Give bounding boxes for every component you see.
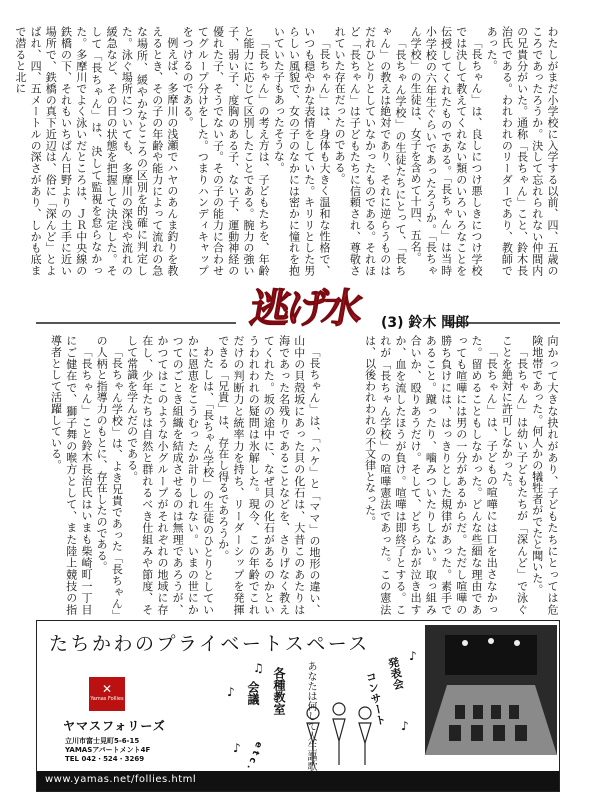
article-paragraph: わたしがまだ小学校に入学する以前、四、五歳のころであったろうか。決して忘れられない仲間内の兄貴分がいた。通称「長ちゃん」こと、鈴木長治氏である。われわれのリーダーであり、教師であった。 — [485, 26, 559, 276]
ad-url-bar — [37, 771, 559, 791]
ad-logo-mark: ✕ — [101, 682, 113, 696]
title-band — [36, 278, 560, 334]
article-paragraph: 向かって大きな抉れがあり、子どもたちにとっては危険地帯であった。何人かの犠牲者がでたと聞いた。 — [530, 335, 559, 615]
article-paragraph: 「長ちゃん」は幼い子どもたちが「深んど」で泳ぐことを絶対に許可しなかった。 — [500, 335, 529, 615]
ad-logo — [89, 677, 125, 711]
article-paragraph: 「長ちゃん」の考え方は、子どもたちを、年齢と能力に応じて区別したことである。腕力の強い子、弱い子、度胸のある子、ない子、運動神経の優れた子、そうでない子。その子の能力に合わせてグループ分けをした。つまりハンディキャップをつけるのである。 — [181, 26, 271, 276]
article-paragraph: 「長ちゃん学校」は、よき兄貴であった「長ちゃん」の人柄と指導力のもとに、存在したのである。 — [95, 335, 124, 615]
article-column-bottom-left — [36, 335, 322, 615]
author-line: (3) 鈴木 聞郎 — [381, 315, 470, 331]
article-paragraph: 「長ちゃん」は、身体も大きく温和な性格で、いつも穏やかな表情をしていた。キリリとした男らしい風貌で、女の子のなかには密かに憧れを抱いていた子もあったそうな。 — [272, 26, 331, 276]
ad-company-name: ヤマスフォリーズ — [63, 719, 166, 733]
article-paragraph: わたしは、「長ちゃん学校」の生徒のひとりとしていかに恩恵をこうむったか計りしれない。いまの世にかつてのごとき組織を結成させるのは無理であろうが、かつてはこのような小グループがそれぞれの地域に存在し、少年たちは自然と群れるべき仕組みや節度、そして常識を学んだのである。 — [125, 335, 215, 615]
ad-logo-label: Yamas Follies — [90, 696, 124, 702]
title-logo — [246, 278, 376, 334]
article-column-top — [13, 26, 560, 276]
ad-url-link[interactable]: www.yamas.net/follies.html — [45, 774, 197, 785]
music-note-icon: ♪ — [227, 685, 235, 699]
ad-photo — [425, 625, 557, 755]
music-note-icon: ♪ — [409, 649, 417, 663]
article-column-bottom-right — [326, 335, 560, 615]
ad-menu-item: 会議 — [246, 681, 260, 705]
article-paragraph: 「長ちゃん」は、良しにつけ悪しきにつけ学校では決して教えてくれない類のいろいろなことを伝授してくれたものである。「長ちゃん」は当時小学校の六年生ぐらいであったろうか。「長ちゃん学校」の生徒は、女子を含めて十四、五名。 — [409, 26, 483, 276]
advertisement — [36, 620, 560, 792]
ad-phone: TEL 042・524・3269 — [65, 755, 145, 763]
singers-illustration — [299, 683, 379, 773]
article-paragraph: 「長ちゃん学校」の生徒たちにとって、「長ちゃん」の教えは絶対であり、それに逆らうものはだれひとりとしていなかったものである。それほど「長ちゃん」は子どもたちに信頼され、尊敬されていた存在だったのである。 — [333, 26, 407, 276]
ad-menu-item: 各種教室 — [272, 667, 286, 715]
ad-address-line: YAMASアパートメント4F — [65, 746, 151, 754]
ad-menu-item: 発表会 — [385, 655, 406, 691]
article-paragraph: 「長ちゃん」こと鈴木長治氏はいまも柴崎町一丁目にご健在で、獅子舞の喉方として、また陸上競技の指導者として活躍している。 — [49, 335, 93, 615]
ad-photo-scene — [425, 625, 557, 755]
ad-address-line: 立川市富士見町5-6-15 — [65, 737, 140, 745]
article-paragraph: 「長ちゃん」は、「ハケ」と「ママ」の地形の違い、山中の貝殻坂にあった貝の化石は、大昔このあたりは海であった名残りであることなどを、さりげなく教えてくれた。坂の途中に、なぜ貝の化石があるのかというわれわれの疑問は氷解した。現今、この年齢でこれだけの判断力と統率力を持ち、リーダーシップを発揮できる「兄貴」は、存在し得るであろうか。 — [216, 335, 321, 615]
ad-title: たちかわのプライベートスペース — [49, 633, 370, 655]
ad-address — [65, 737, 150, 764]
article-paragraph: 「長ちゃん」は、子どもの喧嘩には口を出さなかった。留めることもしなかった。どんな些細な理由であっても喧嘩には男の一分があるからだ。ただし喧嘩の勝ち負けには、はっきりとした規律があった。素手であること。蹴ったり、噛みついたりしない。取っ組み合いか、殴りあうだけ。そして、どちらかが泣き出すか、血を流したほうが負け。喧嘩は即終了とする。これが「長ちゃん学校」の喧嘩憲法であった。この憲法は、以後われわれの不文律となった。 — [363, 335, 499, 615]
ad-menu-item: コンサート — [363, 670, 388, 727]
title-rule-left — [36, 322, 236, 324]
music-note-icon: ♪ — [401, 719, 409, 733]
music-note-icon: ♪ — [233, 741, 241, 755]
ad-figures-caption: あなたは何して人生謳歌 — [305, 661, 316, 771]
music-note-icon: ♫ — [253, 661, 264, 675]
article-paragraph: 例えば、多摩川の浅瀬でハヤのあんま釣りを教えるとき、その子の年齢や能力によって流れの急な場所、緩やかなところの区別を的確に判定した。泳ぐ場所についても、多摩川の深浅や流れの緩急など、その日の状態を把握して決定した。そして「長ちゃん」は、決して監視を怠らなかった。多摩川でよく泳いだところは、ＪＲ中央線の鉄橋の下、それもいちばん日野よりの土手に近い場所で、鉄橋の真下近辺は、俗に「深んど」とよばれ、四、五メートルの深さがあり、しかも底まで潜ると北に — [13, 26, 179, 276]
title-logo-text: 逃げ水 — [246, 285, 363, 332]
ad-menu-item: e t c . — [244, 740, 264, 771]
